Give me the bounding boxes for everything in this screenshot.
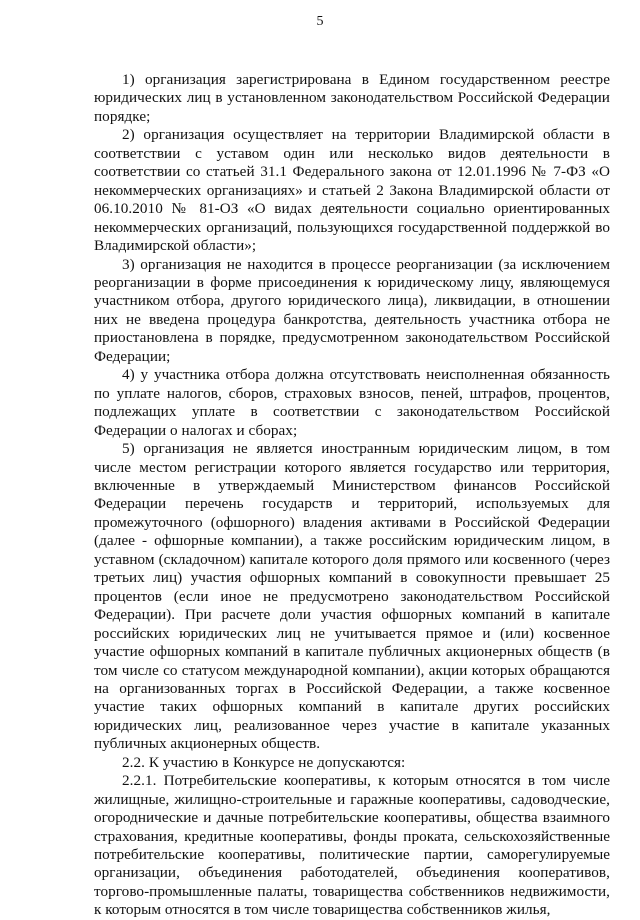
section-heading-2-2: 2.2. К участию в Конкурсе не допускаются: [122, 753, 406, 771]
paragraph-item-2: 2) организация осуществляет на территории Владимирской области в соответствии с уставом один или несколько видов деятельности в соответствии со статьей 31.1 Федерального закона от 12.01.1996 № 7-ФЗ «О некоммерческих организациях» и статьей 2 Закона Владимирской области от 06.10.2010 № 81-ОЗ «О видах деятельности социально ориентированных некоммерческих организаций, пользующихся государственной поддержкой во Владимирской области»; [94, 126, 610, 255]
paragraph-item-3: 3) организация не находится в процессе реорганизации (за исключением реорганизации в форме присоединения к юридическому лицу, являющемуся участником отбора, другого юридического лица), ликвидации, в отношении них не введена процедура банкротства, деятельность участника отбора не приостановлена в порядке, предусмотренном законодательством Российской Федерации; [94, 255, 610, 365]
paragraph-item-5: 5) организация не является иностранным юридическим лицом, в том числе местом регистрации которого является государство или территория, включенные в утверждаемый Министерством финансов Российской Федерации перечень государств и территорий, используемых для промежуточного (офшорного) владения активами в Российской Федерации (далее - офшорные компании), а также российским юридическим лицом, в уставном (складочном) капитале которого доля прямого или косвенного (через третьих лиц) участия офшорных компаний в совокупности превышает 25 процентов (если иное не предусмотрено законодательством Российской Федерации). При расчете доли участия офшорных компаний в капитале российских юридических лиц не учитывается прямое и (или) косвенное участие офшорных компаний в капитале публичных акционерных обществ (в том числе со статусом международной компании), акции которых обращаются на организованных торгах в Российской Федерации, а также косвенное участие таких офшорных компаний в капитале других российских юридических лиц, реализованное через участие в капитале указанных публичных акционерных обществ. [94, 440, 610, 753]
page-number: 5 [316, 14, 324, 29]
document-body [94, 71, 610, 920]
subsection-2-2-1: 2.2.1. Потребительские кооперативы, к которым относятся в том числе жилищные, жилищно-строительные и гаражные кооперативы, садоводческие, огороднические и дачные потребительские кооперативы, общества взаимного страхования, кредитные кооперативы, фонды проката, сельскохозяйственные потребительские кооперативы, политические партии, саморегулируемые организации, объединения работодателей, объединения кооперативов, торгово-промышленные палаты, товарищества собственников недвижимости, к которым относятся в том числе товарищества собственников жилья, [94, 772, 610, 919]
paragraph-item-4: 4) у участника отбора должна отсутствовать неисполненная обязанность по уплате налогов, сборов, страховых взносов, пеней, штрафов, процентов, подлежащих уплате в соответствии с законодательством Российской Федерации о налогах и сборах; [94, 366, 610, 439]
paragraph-item-1: 1) организация зарегистрирована в Едином государственном реестре юридических лиц в установленном законодательством Российской Федерации порядке; [94, 71, 610, 125]
